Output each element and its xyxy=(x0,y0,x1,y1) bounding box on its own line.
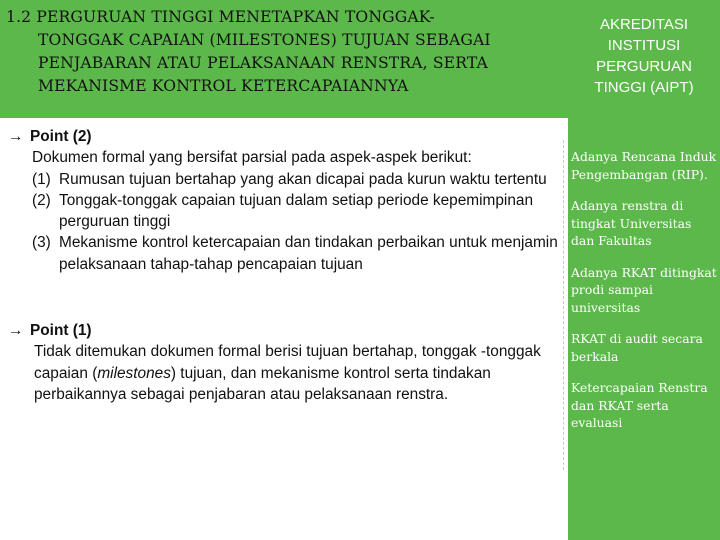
sidebar-title-line: AKREDITASI xyxy=(599,16,689,33)
point-1-label: Point (1) xyxy=(30,322,92,339)
title-line: PENJABARAN ATAU PELAKSANAAN RENSTRA, SERTA xyxy=(38,54,488,72)
point-1-body-text: ) tujuan, dan mekanisme kontrol serta tindakan perbaikannya sebagai penjabaran atau pelaksanaan renstra. xyxy=(34,364,491,403)
list-item xyxy=(8,232,560,275)
list-item-number: (3) xyxy=(32,234,51,252)
point-1-body xyxy=(8,341,560,405)
point-1-body-text: Tidak ditemukan dokumen formal berisi tujuan bertahap, tonggak -tonggak capaian ( xyxy=(34,343,541,382)
title-line: 1.2 PERGURUAN TINGGI MENETAPKAN TONGGAK- xyxy=(6,8,435,26)
slide-title xyxy=(6,6,561,98)
title-line: MEKANISME KONTROL KETERCAPAIANNYA xyxy=(38,77,409,95)
sidebar-item: Adanya Rencana Induk Pengembangan (RIP). xyxy=(571,149,717,182)
list-item-number: (1) xyxy=(32,170,51,188)
sidebar-title xyxy=(568,14,720,98)
sidebar-item: Ketercapaian Renstra dan RKAT serta evaluasi xyxy=(571,380,708,430)
point-1-heading xyxy=(8,320,560,341)
point-2-label: Point (2) xyxy=(30,128,92,145)
point-2-intro: Dokumen formal yang bersifat parsial pada aspek-aspek berikut: xyxy=(32,149,472,167)
title-line: TONGGAK CAPAIAN (MILESTONES) TUJUAN SEBAGAI xyxy=(38,31,491,49)
arrow-right-icon: → xyxy=(8,322,24,339)
arrow-right-icon: → xyxy=(8,128,24,145)
sidebar-item: Adanya RKAT ditingkat prodi sampai universitas xyxy=(571,264,717,315)
point-1-section xyxy=(8,320,560,405)
sidebar-title-line: TINGGI (AIPT) xyxy=(594,79,694,96)
sidebar-item: Adanya renstra di tingkat Universitas dan Fakultas xyxy=(571,198,692,248)
list-item-text: Mekanisme kontrol ketercapaian dan tindakan perbaikan untuk menjamin pelaksanaan tahap-tahap pencapaian tujuan xyxy=(59,234,558,273)
list-item-number: (2) xyxy=(32,191,51,209)
sidebar-title-line: INSTITUSI xyxy=(607,37,681,54)
list-item xyxy=(8,190,560,233)
point-1-body-italic: milestones xyxy=(97,364,171,382)
sidebar-list xyxy=(571,148,717,446)
list-item-text: Rumusan tujuan bertahap yang akan dicapai pada kurun waktu tertentu xyxy=(59,170,547,188)
list-item xyxy=(8,169,560,190)
point-2-heading xyxy=(8,126,560,147)
list-item-text: Tonggak-tonggak capaian tujuan dalam setiap periode kepemimpinan perguruan tinggi xyxy=(59,191,534,231)
divider xyxy=(563,140,565,470)
sidebar-title-line: PERGURUAN xyxy=(596,58,692,75)
point-2-section xyxy=(8,126,560,275)
sidebar-item: RKAT di audit secara berkala xyxy=(571,331,703,364)
